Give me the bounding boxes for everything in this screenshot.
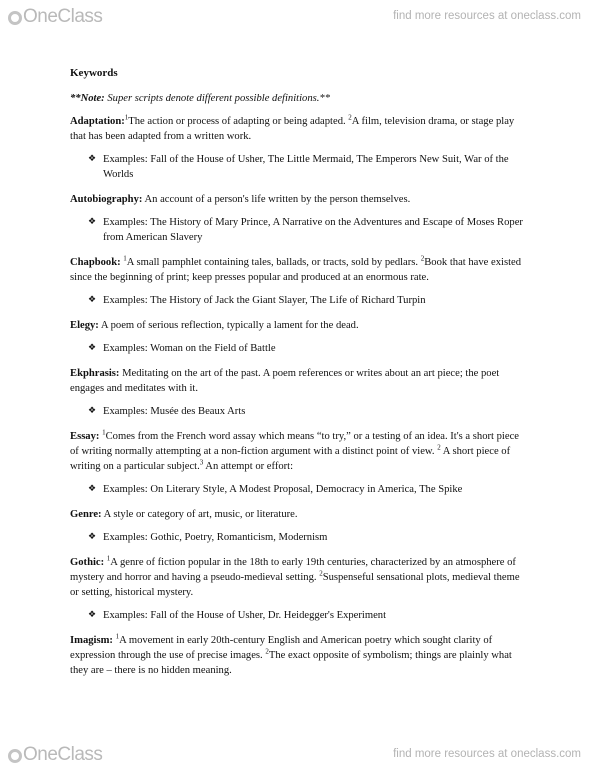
- examples-item: [70, 215, 528, 245]
- keyword-definition: [70, 192, 528, 207]
- keyword-term: Chapbook:: [70, 257, 121, 268]
- definition-text: A style or category of art, music, or literature.: [101, 509, 298, 520]
- diamond-bullet-icon: ❖: [88, 406, 97, 416]
- keyword-term: Ekphrasis:: [70, 368, 120, 379]
- definition-text: The exact opposite of symbolism; things are plainly what they are – there is no hidden meaning.: [70, 650, 512, 676]
- examples-text: Examples: The History of Jack the Giant Slayer, The Life of Richard Turpin: [103, 295, 426, 306]
- examples-text: Examples: Fall of the House of Usher, The Little Mermaid, The Emperors New Suit, War of the Worlds: [103, 154, 509, 180]
- definition-text: A small pamphlet containing tales, ballads, or tracts, sold by pedlars.: [126, 257, 421, 268]
- logo-text: OneClass: [23, 6, 103, 27]
- superscript-note: [70, 91, 528, 106]
- keyword-term: Essay:: [70, 431, 100, 442]
- examples-item: [70, 341, 528, 356]
- definition-text: The action or process of adapting or being adapted.: [128, 116, 349, 127]
- definition-text: A poem of serious reflection, typically a lament for the dead.: [98, 320, 359, 331]
- examples-item: [70, 293, 528, 308]
- examples-text: Examples: On Literary Style, A Modest Proposal, Democracy in America, The Spike: [103, 484, 463, 495]
- oneclass-logo-icon: [8, 11, 22, 25]
- keyword-term: Gothic:: [70, 557, 105, 568]
- footer-promo-link[interactable]: find more resources at oneclass.com: [393, 748, 581, 760]
- page-title: Keywords: [70, 67, 118, 79]
- keyword-term: Genre:: [70, 509, 102, 520]
- keyword-definition: [70, 555, 528, 600]
- keyword-list: [70, 114, 528, 678]
- diamond-bullet-icon: ❖: [88, 295, 97, 305]
- definition-superscript: 1: [102, 428, 106, 437]
- note-text: Super scripts denote different possible definitions.**: [104, 93, 331, 104]
- examples-item: [70, 482, 528, 497]
- examples-text: Examples: Musée des Beaux Arts: [103, 406, 246, 417]
- definition-superscript: 2: [319, 569, 323, 578]
- examples-text: Examples: The History of Mary Prince, A Narrative on the Adventures and Escape of Moses Roper from American Slavery: [103, 217, 523, 243]
- definition-text: Suspenseful sensational plots, medieval theme or setting, historical mystery.: [70, 572, 520, 598]
- definition-text: A short piece of writing on a particular subject.: [70, 446, 511, 472]
- definition-text: An attempt or effort:: [203, 461, 294, 472]
- examples-text: Examples: Woman on the Field of Battle: [103, 343, 276, 354]
- definition-superscript: 1: [124, 113, 129, 122]
- diamond-bullet-icon: ❖: [88, 532, 97, 542]
- examples-text: Examples: Fall of the House of Usher, Dr. Heidegger's Experiment: [103, 610, 387, 621]
- definition-text: An account of a person's life written by the person themselves.: [142, 194, 411, 205]
- logo-text: OneClass: [23, 744, 103, 765]
- definition-text: A movement in early 20th-century English and American poetry which sought clarity of expression through the use of precise images.: [70, 635, 493, 661]
- definition-text: A genre of fiction popular in the 18th to early 19th centuries, characterized by an atmosphere of mystery and horror and having a pseudo-medieval setting.: [70, 557, 516, 583]
- keyword-definition: [70, 507, 528, 522]
- keyword-definition: [70, 633, 528, 678]
- definition-superscript: 2: [348, 113, 352, 122]
- diamond-bullet-icon: ❖: [88, 343, 97, 353]
- definition-superscript: 2: [265, 647, 269, 656]
- definition-superscript: 2: [437, 443, 441, 452]
- diamond-bullet-icon: ❖: [88, 154, 97, 164]
- keyword-definition: [70, 366, 528, 396]
- oneclass-logo[interactable]: [8, 6, 102, 28]
- definition-text: Book that have existed since the beginning of print; keep presses popular and produced at an enormous rate.: [70, 257, 522, 283]
- examples-item: [70, 608, 528, 623]
- oneclass-logo-footer[interactable]: [8, 744, 102, 766]
- examples-text: Examples: Gothic, Poetry, Romanticism, Modernism: [103, 532, 328, 543]
- page-header: [0, 0, 595, 36]
- definition-text: Comes from the French word assay which means “to try,” or a testing of an idea. It's a short piece of writing normally attempting at a non-fiction argument with a distinct point of view.: [70, 431, 519, 457]
- definition-superscript: 3: [199, 458, 204, 467]
- keyword-definition: [70, 114, 528, 144]
- diamond-bullet-icon: ❖: [88, 610, 97, 620]
- diamond-bullet-icon: ❖: [88, 217, 97, 227]
- keyword-term: Elegy:: [70, 320, 99, 331]
- definition-superscript: 2: [420, 254, 425, 263]
- definition-superscript: 1: [106, 554, 111, 563]
- page-footer: [0, 742, 595, 770]
- examples-item: [70, 152, 528, 182]
- keyword-term: Autobiography:: [70, 194, 143, 205]
- oneclass-logo-icon: [8, 749, 22, 763]
- keyword-definition: [70, 255, 528, 285]
- keyword-definition: [70, 429, 528, 474]
- note-prefix: **Note:: [70, 93, 105, 104]
- definition-text: A film, television drama, or stage play that has been adapted from a written work.: [70, 116, 515, 142]
- document-body: [70, 66, 528, 686]
- definition-superscript: 1: [115, 632, 120, 641]
- definition-superscript: 1: [123, 254, 127, 263]
- header-promo-link[interactable]: find more resources at oneclass.com: [393, 10, 581, 22]
- diamond-bullet-icon: ❖: [88, 484, 97, 494]
- keyword-term: Adaptation:: [70, 116, 125, 127]
- examples-item: [70, 530, 528, 545]
- keyword-term: Imagism:: [70, 635, 113, 646]
- definition-text: Meditating on the art of the past. A poem references or writes about an art piece; the poet engages and meditates with it.: [70, 368, 500, 394]
- keyword-definition: [70, 318, 528, 333]
- examples-item: [70, 404, 528, 419]
